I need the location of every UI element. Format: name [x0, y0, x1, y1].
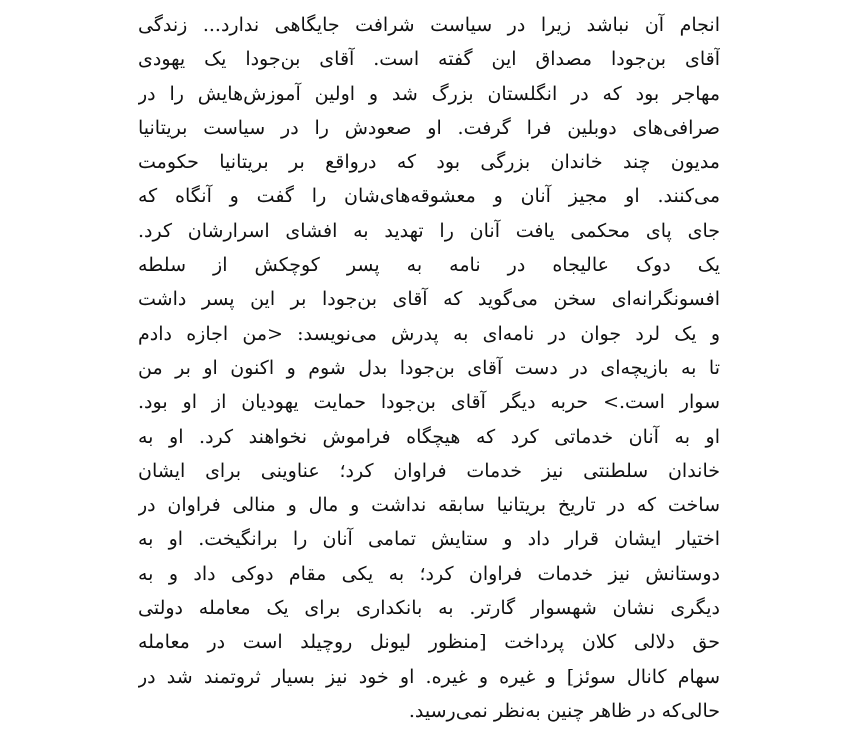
text-line: می‌کنند. او مجیز آنان و معشوقه‌های‌شان را گفت و آنگاه که [138, 185, 720, 208]
text-line: دیگری نشان شهسوار گارتر. به بانکداری برای یک معامله دولتی [138, 597, 720, 620]
text-line: افسونگرانه‌ای سخن می‌گوید که آقای بن‌جودا بر این پسر داشت [138, 288, 720, 311]
text-line: آقای بن‌جودا مصداق این گفته است. آقای بن‌جودا یک یهودی [138, 48, 720, 71]
text-line: او به آنان خدماتی کرد که هیچگاه فراموش نخواهند کرد. او به [138, 425, 720, 448]
text-line: حالی‌که در ظاهر چنین به‌نظر نمی‌رسید. [408, 699, 720, 722]
text-line: انجام آن نباشد زیرا در سیاست شرافت جایگاهی ندارد... زندگی [138, 14, 720, 36]
text-line: دوستانش نیز خدمات فراوان کرد؛ به یکی مقام دوکی داد و به [138, 562, 720, 585]
body-text [138, 8, 720, 728]
text-line: جای پای محکمی یافت آنان را تهدید به افشای اسرارشان کرد. [138, 219, 720, 242]
text-line: خاندان سلطنتی نیز خدمات فراوان کرد؛ عناوینی برای ایشان [138, 459, 720, 482]
text-line: مدیون چند خاندان بزرگی بود که درواقع بر بریتانیا حکومت [138, 151, 720, 174]
text-line: و یک لرد جوان در نامه‌ای به پدرش می‌نویسد: <من اجازه دادم [138, 322, 720, 345]
text-line: حق دلالی کلان پرداخت [منظور لیونل روچیلد است در معامله [138, 631, 720, 654]
text-line: اختیار ایشان قرار داد و ستایش تمامی آنان را برانگیخت. او به [138, 528, 720, 551]
text-line: یک دوک عالیجاه در نامه به پسر کوچکش از سلطه [138, 254, 720, 277]
text-line: تا به بازیچه‌ای در دست آقای بن‌جودا بدل شوم و اکنون او بر من [138, 356, 720, 379]
text-line: سهام کانال سوئز] و غیره و غیره. او خود نیز بسیار ثروتمند شد در [138, 665, 720, 688]
text-line: ساخت که در تاریخ بریتانیا سابقه نداشت و مال و منالی فراوان در [138, 494, 720, 517]
text-line: سوار است.> حربه دیگر آقای بن‌جودا حمایت یهودیان از او بود. [138, 391, 720, 414]
text-line: صرافی‌های دوبلین فرا گرفت. او صعودش را در سیاست بریتانیا [138, 116, 720, 139]
text-line: مهاجر بود که در انگلستان بزرگ شد و اولین آموزش‌هایش را در [138, 82, 720, 105]
